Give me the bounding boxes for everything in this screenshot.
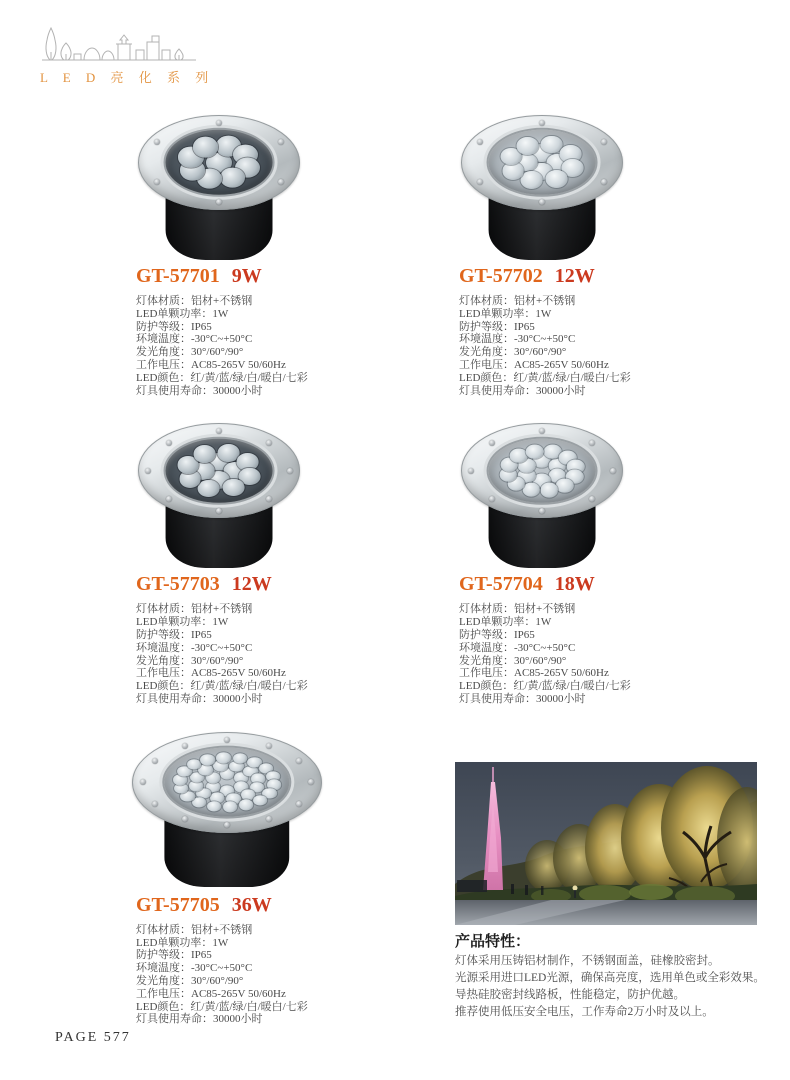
spec-line: 防护等级：IP65: [136, 628, 212, 641]
spec-line: LED颜色：红/黄/蓝/绿/白/暖白/七彩: [459, 371, 631, 384]
lamp-glass: [489, 439, 596, 503]
screw-icon: [287, 468, 293, 474]
series-header: [40, 22, 215, 86]
screw-icon: [154, 179, 160, 185]
screw-icon: [266, 743, 272, 749]
screw-icon: [166, 496, 172, 502]
screw-icon: [601, 179, 607, 185]
led-lens: [253, 795, 267, 806]
inground-lamp-image: [461, 423, 623, 571]
spec-line: 灯体材质：铝材+不锈钢: [459, 295, 576, 307]
screw-icon: [224, 737, 230, 743]
screw-icon: [266, 816, 272, 822]
led-lens: [223, 479, 245, 497]
led-lens: [187, 759, 201, 770]
led-lens: [220, 167, 245, 187]
spec-line: 灯体材质：铝材+不锈钢: [459, 603, 576, 616]
led-lens: [233, 753, 247, 764]
led-lens: [516, 137, 538, 155]
spec-line: 发光角度：30°/60°/90°: [136, 974, 244, 987]
inground-lamp-image: [138, 115, 300, 263]
screw-icon: [152, 758, 158, 764]
screw-icon: [539, 120, 545, 126]
features-title: 产品特性：: [455, 933, 531, 950]
features-lines: [455, 953, 765, 1021]
spec-line: LED单颗功率：1W: [136, 307, 229, 320]
product-card: [118, 411, 428, 705]
product-image-area: [441, 103, 751, 261]
spec-line: 灯体材质：铝材+不锈钢: [136, 295, 253, 307]
spec-line: 防护等级：IP65: [459, 628, 535, 641]
lamp-glass: [166, 130, 273, 194]
spec-line: 防护等级：IP65: [136, 320, 212, 333]
inground-lamp-image: [138, 423, 300, 571]
product-wattage: 36W: [231, 893, 272, 916]
spec-line: 发光角度：30°/60°/90°: [136, 346, 244, 359]
screw-icon: [468, 468, 474, 474]
product-model: GT-57703: [136, 573, 220, 596]
lamp-glass: [489, 130, 596, 194]
product-specs: [459, 603, 751, 705]
screw-icon: [216, 199, 222, 205]
spec-line: LED单颗功率：1W: [136, 616, 229, 629]
spec-line: LED单颗功率：1W: [136, 936, 229, 949]
feature-line: 光源采用进口LED光源，确保高亮度，选用单色或全彩效果。: [455, 971, 765, 984]
lamp-flange: [461, 423, 623, 518]
spec-line: 灯具使用寿命：30000小时: [136, 1013, 263, 1026]
spec-line: LED颜色：红/黄/蓝/绿/白/暖白/七彩: [136, 1000, 308, 1013]
screw-icon: [589, 496, 595, 502]
product-image-area: [118, 103, 428, 261]
screw-icon: [601, 139, 607, 145]
led-lens: [223, 802, 237, 813]
product-image-area: [118, 720, 428, 890]
product-card: [118, 720, 428, 1026]
screw-icon: [182, 816, 188, 822]
spec-line: 环境温度：-30°C~+50°C: [459, 641, 576, 654]
led-lens: [198, 480, 220, 498]
screw-icon: [145, 468, 151, 474]
led-lens: [540, 483, 558, 497]
product-wattage: 9W: [231, 265, 262, 287]
city-skyline-logo-icon: [40, 22, 198, 64]
product-title: [459, 571, 751, 599]
led-lens: [192, 797, 206, 808]
led-lens: [526, 444, 544, 458]
spec-line: 防护等级：IP65: [136, 949, 212, 962]
screw-icon: [477, 179, 483, 185]
led-lens: [207, 801, 221, 812]
page-footer: [55, 1030, 131, 1046]
spec-line: 环境温度：-30°C~+50°C: [136, 333, 253, 346]
spec-line: LED颜色：红/黄/蓝/绿/白/暖白/七彩: [136, 371, 308, 384]
product-title: [459, 263, 751, 291]
led-lens: [216, 752, 230, 763]
led-lens: [239, 800, 253, 811]
product-model: GT-57705: [136, 893, 220, 916]
product-wattage: 18W: [554, 573, 595, 596]
screw-icon: [308, 779, 314, 785]
product-model: GT-57704: [459, 573, 543, 596]
screw-icon: [539, 199, 545, 205]
spec-line: 灯具使用寿命：30000小时: [459, 692, 586, 705]
spec-line: LED单颗功率：1W: [459, 307, 552, 320]
product-title: [136, 892, 428, 920]
spec-line: 灯具使用寿命：30000小时: [136, 384, 263, 397]
lamp-flange: [461, 115, 623, 210]
led-lens: [521, 171, 543, 189]
screw-icon: [216, 508, 222, 514]
screw-icon: [539, 428, 545, 434]
screw-icon: [216, 120, 222, 126]
screw-icon: [266, 440, 272, 446]
spec-line: 工作电压：AC85-265V 50/60Hz: [136, 358, 286, 371]
screw-icon: [140, 779, 146, 785]
spec-line: 发光角度：30°/60°/90°: [136, 654, 244, 667]
spec-line: 灯体材质：铝材+不锈钢: [136, 603, 253, 616]
spec-line: 灯具使用寿命：30000小时: [136, 692, 263, 705]
inground-lamp-image: [132, 732, 322, 890]
product-specs: [136, 924, 428, 1026]
spec-line: 环境温度：-30°C~+50°C: [459, 333, 576, 346]
spec-line: 灯体材质：铝材+不锈钢: [136, 923, 253, 936]
product-title: [136, 571, 428, 599]
spec-line: LED颜色：红/黄/蓝/绿/白/暖白/七彩: [459, 680, 631, 693]
spec-line: 环境温度：-30°C~+50°C: [136, 962, 253, 975]
screw-icon: [539, 508, 545, 514]
screw-icon: [154, 139, 160, 145]
product-image-area: [118, 411, 428, 569]
product-card: [441, 411, 751, 705]
lamp-flange: [138, 423, 300, 518]
series-title: L E D 亮 化 系 列: [40, 70, 215, 85]
product-card: [118, 103, 428, 397]
products-grid: [118, 103, 765, 1026]
screw-icon: [477, 139, 483, 145]
night-garden-illustration: [455, 762, 757, 925]
feature-line: 推荐使用低压安全电压，工作寿命2万小时及以上。: [455, 1005, 714, 1018]
product-title: [136, 263, 428, 291]
screw-icon: [216, 428, 222, 434]
spec-line: 发光角度：30°/60°/90°: [459, 346, 567, 359]
lamp-flange: [132, 732, 322, 833]
screw-icon: [589, 440, 595, 446]
screw-icon: [152, 801, 158, 807]
screw-icon: [489, 440, 495, 446]
product-features: [455, 931, 765, 1021]
spec-line: 工作电压：AC85-265V 50/60Hz: [136, 667, 286, 680]
screw-icon: [278, 139, 284, 145]
spec-line: 灯具使用寿命：30000小时: [459, 384, 586, 397]
product-wattage: 12W: [554, 265, 595, 287]
led-lens: [546, 170, 568, 188]
feature-line: 导热硅胶密封线路板，性能稳定，防护优越。: [455, 988, 685, 1001]
spec-line: LED单颗功率：1W: [459, 616, 552, 629]
product-card: [441, 103, 751, 397]
screw-icon: [224, 822, 230, 828]
spec-line: 工作电压：AC85-265V 50/60Hz: [459, 358, 609, 371]
spec-line: 防护等级：IP65: [459, 320, 535, 333]
lamp-flange: [138, 115, 300, 210]
feature-line: 灯体采用压铸铝材制作，不锈钢面盖，硅橡胶密封。: [455, 954, 720, 967]
product-model: GT-57701: [136, 265, 220, 287]
screw-icon: [266, 496, 272, 502]
product-specs: [136, 603, 428, 705]
screw-icon: [182, 743, 188, 749]
screw-icon: [610, 468, 616, 474]
led-lens: [201, 754, 215, 765]
page-number: PAGE 577: [55, 1030, 131, 1045]
led-lens: [193, 445, 215, 463]
product-wattage: 12W: [231, 573, 272, 596]
screw-icon: [296, 758, 302, 764]
spec-line: LED颜色：红/黄/蓝/绿/白/暖白/七彩: [136, 680, 308, 693]
screw-icon: [489, 496, 495, 502]
product-specs: [136, 295, 428, 397]
photo-features-cell: [441, 720, 765, 1026]
spec-line: 工作电压：AC85-265V 50/60Hz: [459, 667, 609, 680]
lamp-glass: [166, 439, 273, 503]
application-photo: [455, 762, 757, 925]
screw-icon: [166, 440, 172, 446]
led-lens: [556, 478, 574, 492]
lamp-glass: [164, 748, 289, 817]
screw-icon: [278, 179, 284, 185]
spec-line: 环境温度：-30°C~+50°C: [136, 641, 253, 654]
product-image-area: [441, 411, 751, 569]
inground-lamp-image: [461, 115, 623, 263]
spec-line: 发光角度：30°/60°/90°: [459, 654, 567, 667]
product-specs: [459, 295, 751, 397]
product-model: GT-57702: [459, 265, 543, 287]
screw-icon: [296, 801, 302, 807]
spec-line: 工作电压：AC85-265V 50/60Hz: [136, 987, 286, 1000]
